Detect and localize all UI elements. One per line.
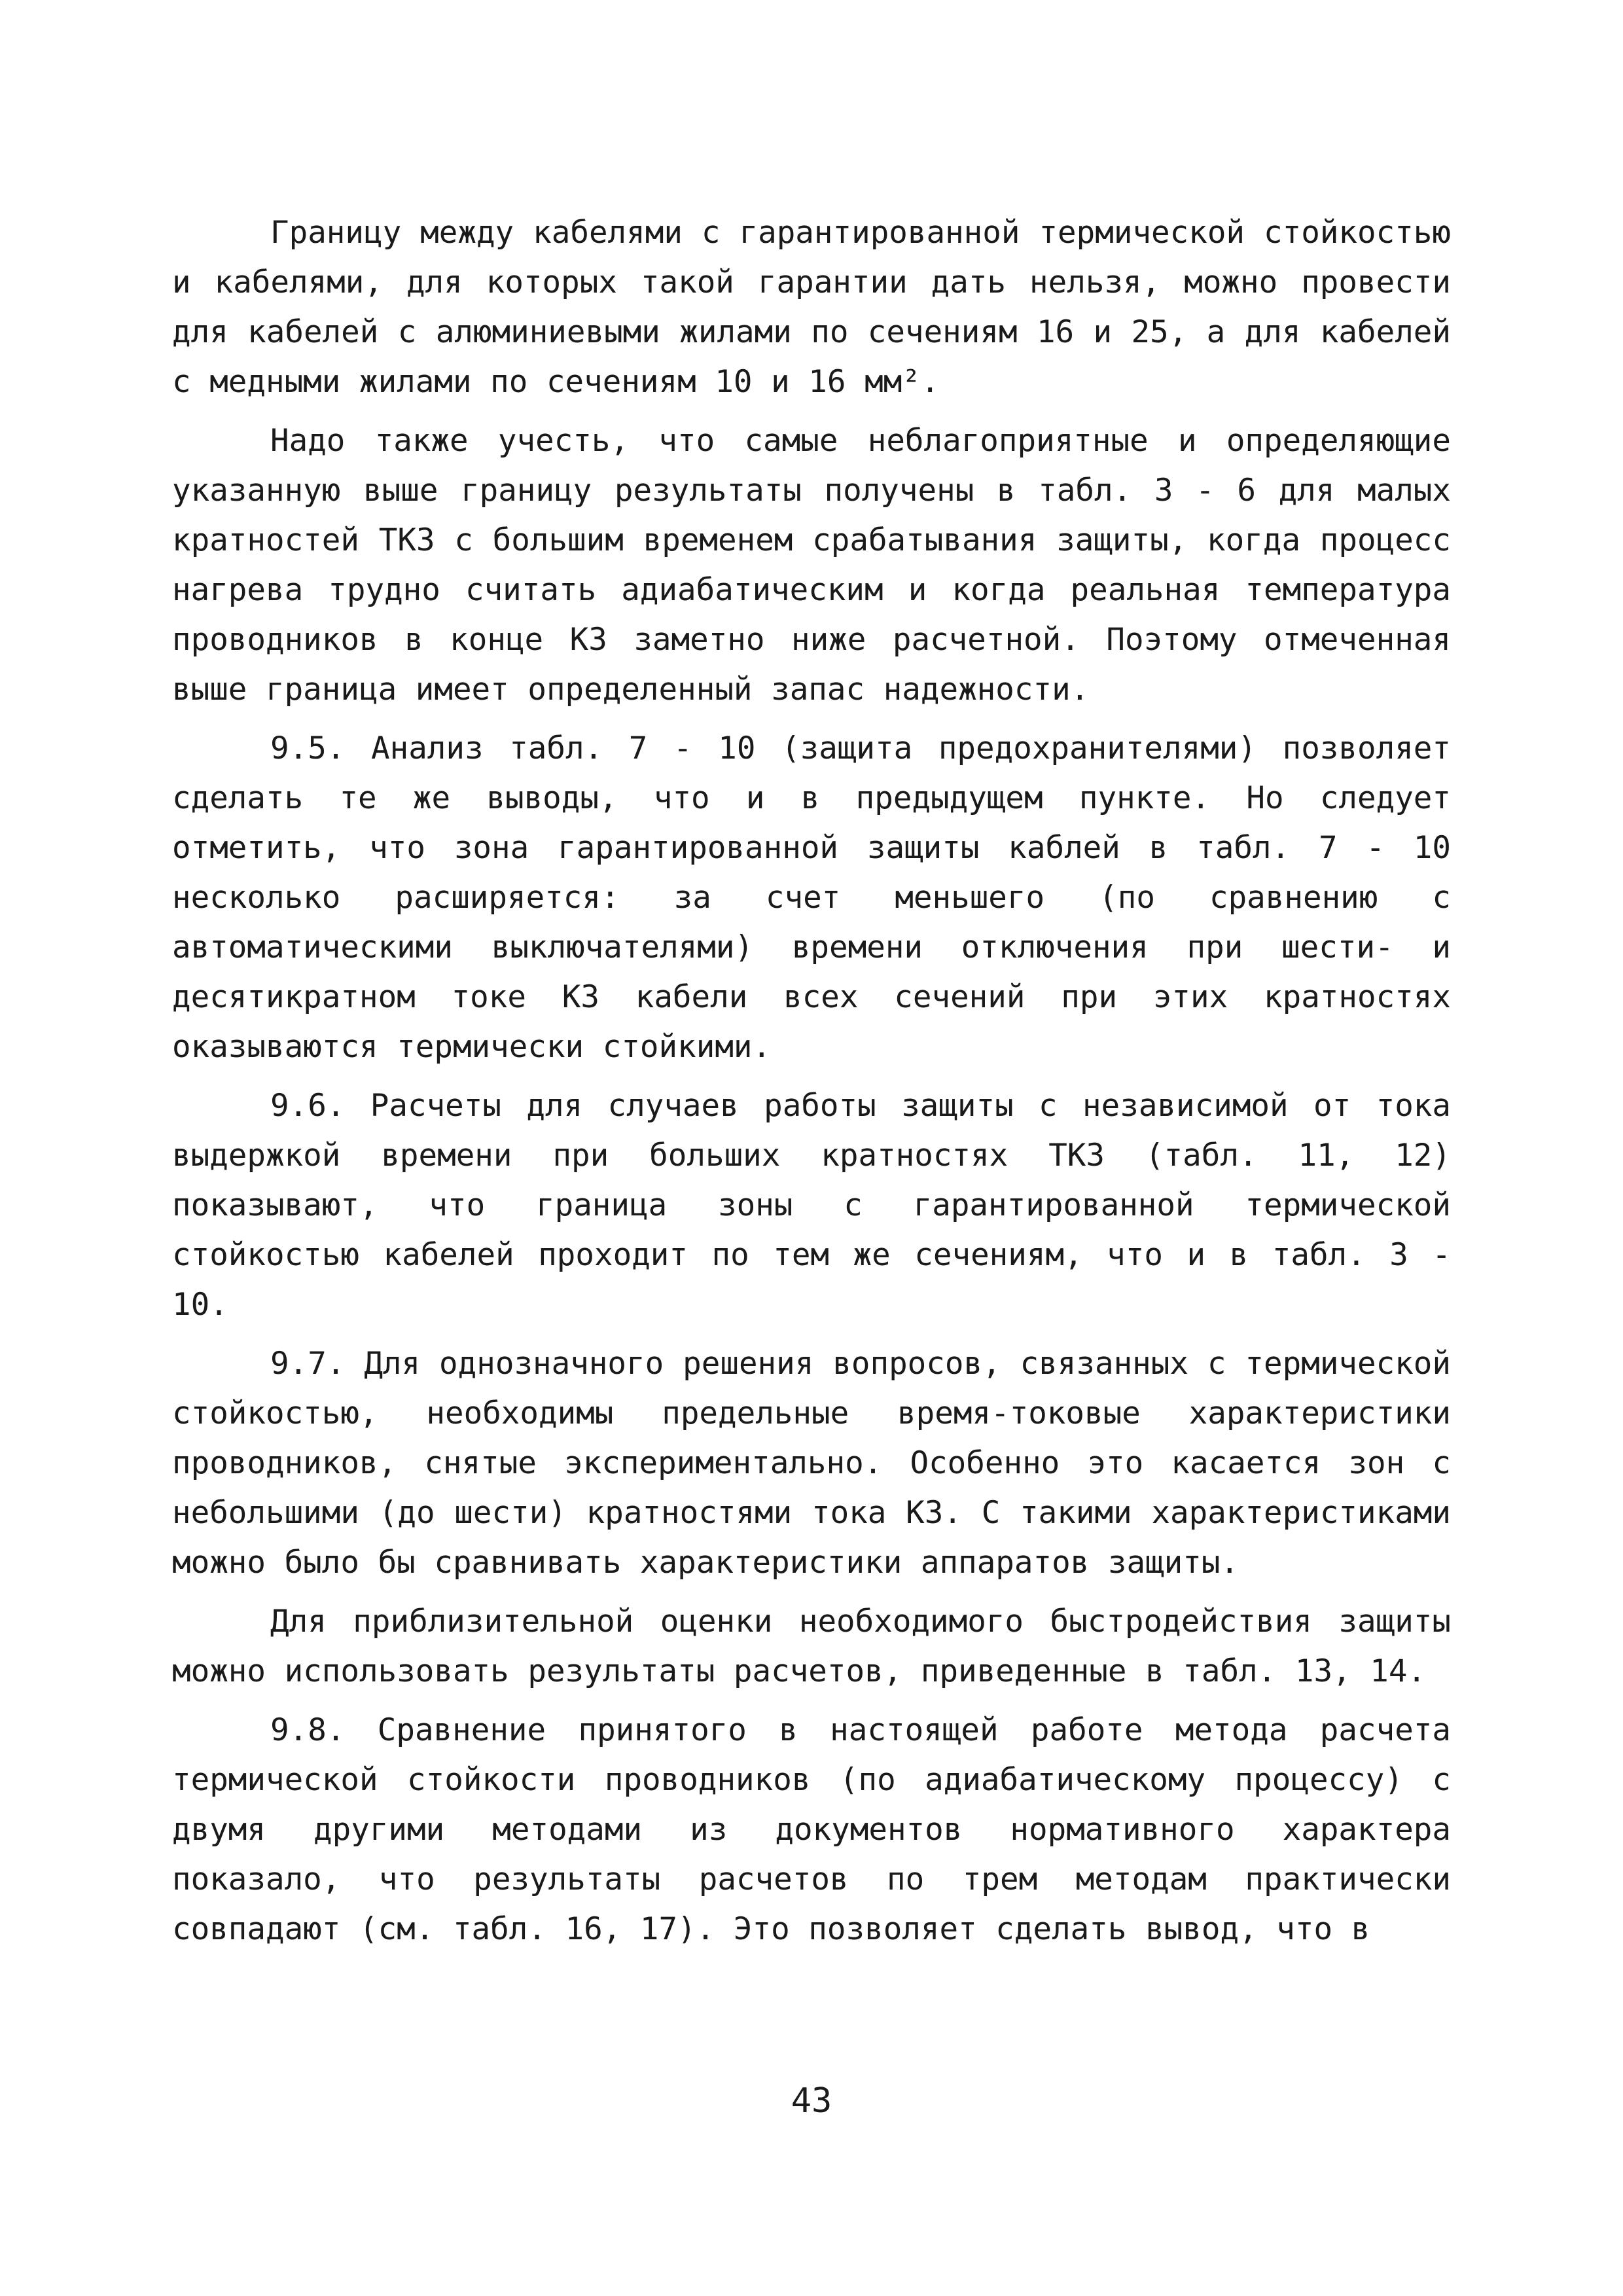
paragraph-worst-case-results: Надо также учесть, что самые неблагоприятные и определяющие указанную выше границу результаты получены в табл. 3 - 6 для малых кратностей ТКЗ с большим временем срабатывания защиты, когда процесс нагрева трудно считать адиабатическим и когда реальная температура проводников в конце КЗ заметно ниже расчетной. Поэтому отмеченная выше граница имеет определенный запас надежности. [172,423,1451,708]
paragraph-9-6-independent-delay: 9.6. Расчеты для случаев работы защиты с независимой от тока выдержкой времени при больших кратностях ТКЗ (табл. 11, 12) показывают, что граница зоны с гарантированной термической стойкостью кабелей проходит по тем же сечениям, что и в табл. 3 - 10. [172,1088,1451,1323]
body-text [172,208,1451,1954]
paragraph-protection-speed: Для приблизительной оценки необходимого быстродействия защиты можно использовать результаты расчетов, приведенные в табл. 13, 14. [172,1604,1451,1689]
paragraph-9-7-characteristics: 9.7. Для однозначного решения вопросов, связанных с термической стойкостью, необходимы предельные время-токовые характеристики проводников, снятые экспериментально. Особенно это касается зон с небольшими (до шести) кратностями тока КЗ. С такими характеристиками можно было бы сравнивать характеристики аппаратов защиты. [172,1346,1451,1581]
page-number: 43 [791,2081,832,2121]
paragraph-9-8-comparison: 9.8. Сравнение принятого в настоящей работе метода расчета термической стойкости проводников (по адиабатическому процессу) с двумя другими методами из документов нормативного характера показало, что результаты расчетов по трем методам практически совпадают (см. табл. 16, 17). Это позволяет сделать вывод, что в [172,1712,1451,1947]
paragraph-cable-boundary: Границу между кабелями с гарантированной термической стойкостью и кабелями, для которых такой гарантии дать нельзя, можно провести для кабелей с алюминиевыми жилами по сечениям 16 и 25, а для кабелей с медными жилами по сечениям 10 и 16 мм². [172,215,1451,400]
paragraph-9-5-fuses: 9.5. Анализ табл. 7 - 10 (защита предохранителями) позволяет сделать те же выводы, что и в предыдущем пункте. Но следует отметить, что зона гарантированной защиты каблей в табл. 7 - 10 несколько расширяется: за счет меньшего (по сравнению с автоматическими выключателями) времени отключения при шести- и десятикратном токе КЗ кабели всех сечений при этих кратностях оказываются термически стойкими. [172,730,1451,1065]
